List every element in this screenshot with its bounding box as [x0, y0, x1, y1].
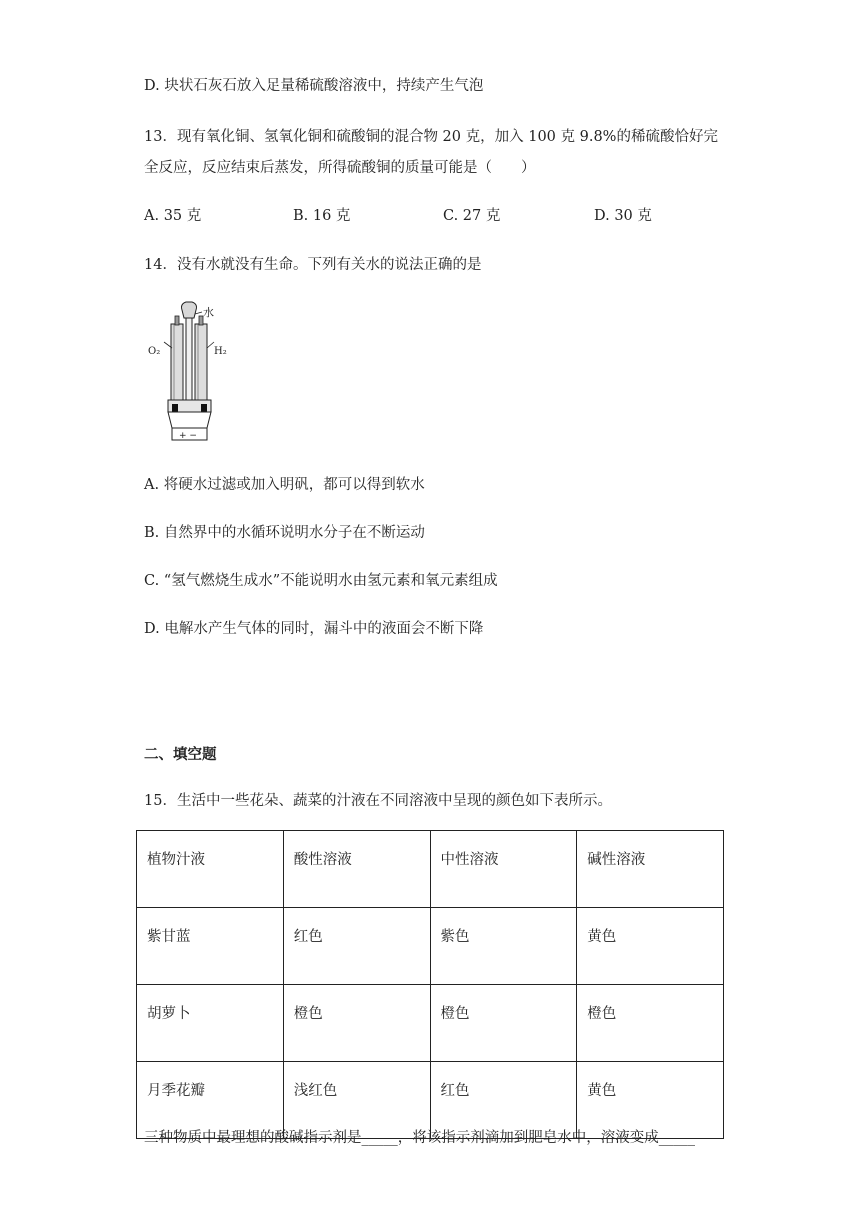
table-cell: 红色 — [283, 908, 430, 985]
q15-followup: 三种物质中最理想的酸碱指示剂是_____，将该指示剂滴加到肥皂水中，溶液变成_____ — [144, 1130, 695, 1146]
plant-juice-color-table — [136, 830, 724, 1139]
q14-option-d: D. 电解水产生气体的同时，漏斗中的液面会不断下降 — [144, 621, 484, 637]
table-cell: 橙色 — [283, 985, 430, 1062]
q14-option-c: C. “氢气燃烧生成水”不能说明水由氢元素和氧元素组成 — [144, 573, 498, 589]
terminals-label: + − — [179, 431, 197, 441]
q14-option-a: A. 将硬水过滤或加入明矾，都可以得到软水 — [144, 477, 425, 493]
q13-stem-line2: 全反应，反应结束后蒸发，所得硫酸铜的质量可能是（ ） — [144, 160, 536, 176]
water-label: 水 — [203, 306, 214, 319]
table-cell: 黄色 — [577, 908, 724, 985]
q13-option-c: C. 27 克 — [443, 208, 501, 224]
table-cell: 月季花瓣 — [137, 1062, 284, 1139]
q13-option-d: D. 30 克 — [594, 208, 652, 224]
table-header-cell: 酸性溶液 — [283, 831, 430, 908]
q14-stem: 14．没有水就没有生命。下列有关水的说法正确的是 — [144, 257, 482, 273]
table-cell: 紫色 — [430, 908, 577, 985]
q15-stem: 15．生活中一些花朵、蔬菜的汁液在不同溶液中呈现的颜色如下表所示。 — [144, 793, 612, 809]
h2-label: H₂ — [214, 346, 227, 357]
table-row — [137, 1062, 724, 1139]
table-cell: 浅红色 — [283, 1062, 430, 1139]
q13-option-a: A. 35 克 — [144, 208, 202, 224]
table-header-cell: 中性溶液 — [430, 831, 577, 908]
q13-stem-line1: 13．现有氧化铜、氢氧化铜和硫酸铜的混合物 20 克，加入 100 克 9.8%的稀硫酸恰好完 — [144, 129, 718, 145]
table-cell: 紫甘蓝 — [137, 908, 284, 985]
table-header-cell: 植物汁液 — [137, 831, 284, 908]
table-header-cell: 碱性溶液 — [577, 831, 724, 908]
table-header-row — [137, 831, 724, 908]
table-row — [137, 985, 724, 1062]
q12-option-d: D. 块状石灰石放入足量稀硫酸溶液中，持续产生气泡 — [144, 78, 484, 94]
table-row — [137, 908, 724, 985]
table-cell: 黄色 — [577, 1062, 724, 1139]
q13-option-b: B. 16 克 — [293, 208, 351, 224]
q14-option-b: B. 自然界中的水循环说明水分子在不断运动 — [144, 525, 425, 541]
table-cell: 红色 — [430, 1062, 577, 1139]
electrolysis-apparatus-figure — [144, 300, 240, 446]
o2-label: O₂ — [148, 346, 161, 357]
table-cell: 橙色 — [430, 985, 577, 1062]
table-cell: 橙色 — [577, 985, 724, 1062]
table-cell: 胡萝卜 — [137, 985, 284, 1062]
section-title: 二、填空题 — [144, 747, 217, 763]
